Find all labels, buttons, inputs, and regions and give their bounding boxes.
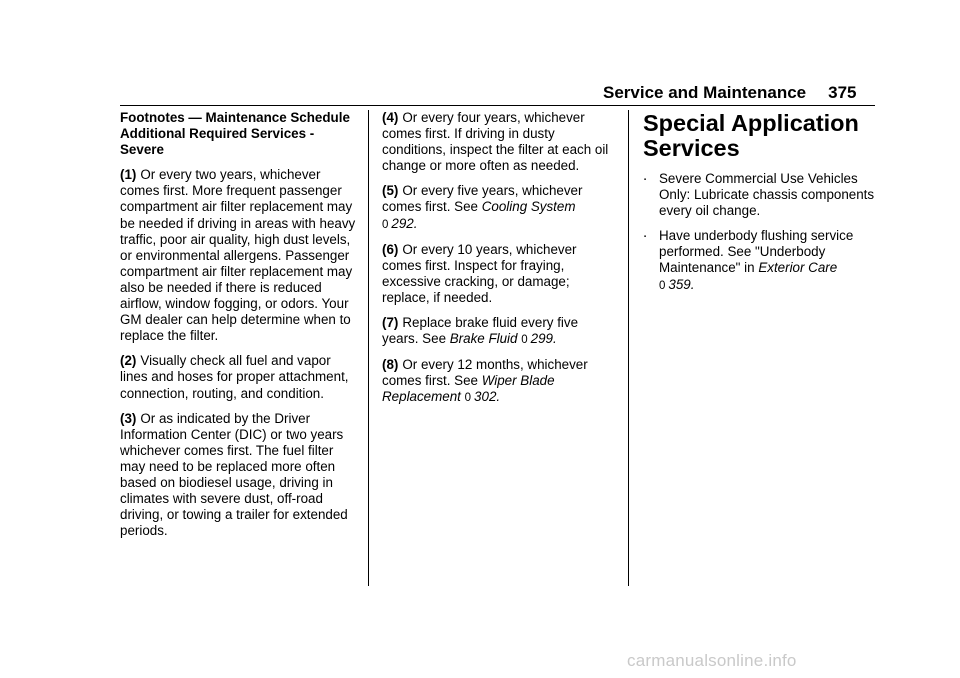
footnote-2 bbox=[120, 353, 356, 401]
list-item-text: Have underbody flushing service performed. See "Underbody Maintenance" in bbox=[659, 228, 854, 276]
footnote-8 bbox=[382, 357, 618, 406]
footnote-marker: (5) bbox=[382, 183, 399, 199]
page-reference[interactable]: 302. bbox=[474, 389, 501, 405]
page-reference[interactable]: 299. bbox=[530, 331, 557, 347]
footnote-text: Or every 12 months, whichever comes first. See bbox=[382, 357, 588, 389]
footnote-marker: (8) bbox=[382, 357, 399, 373]
footnote-text: Visually check all fuel and vapor lines and hoses for proper attachment, connection, routing, and condition. bbox=[120, 353, 349, 401]
footnote-text: Or every 10 years, whichever comes first. Inspect for fraying, excessive cracking, or damage; replace, if needed. bbox=[382, 241, 577, 305]
footnote-marker: (1) bbox=[120, 167, 137, 183]
column-3 bbox=[643, 110, 879, 303]
footnote-text: Replace brake fluid every five years. See bbox=[382, 315, 579, 347]
section-header-title: Service and Maintenance bbox=[603, 83, 807, 102]
page-ref-arrow-icon: 0 bbox=[659, 279, 666, 292]
page-reference[interactable]: 359. bbox=[668, 276, 695, 292]
list-item bbox=[643, 224, 879, 293]
special-services-list bbox=[643, 167, 879, 294]
footnote-6 bbox=[382, 242, 618, 306]
section-title: Special Application Services bbox=[643, 110, 859, 161]
page-number: 375 bbox=[828, 83, 857, 102]
cross-reference-link[interactable]: Brake Fluid bbox=[449, 331, 518, 347]
bullet-icon: . bbox=[643, 167, 648, 184]
footnote-text: Or as indicated by the Driver Information Center (DIC) or two years whichever comes first. The fuel filter may need to be replaced more often based on biodiesel usage, driving in climates with severe dust, off-road driving, or towing a trailer for extended periods. bbox=[120, 410, 348, 539]
cross-reference-link[interactable]: Exterior Care bbox=[758, 260, 838, 276]
column-2 bbox=[382, 110, 618, 416]
footnote-7 bbox=[382, 315, 618, 348]
bullet-icon: . bbox=[643, 224, 648, 242]
footnote-text: Or every four years, whichever comes first. If driving in dusty conditions, inspect the filter at each oil change or more often as needed. bbox=[382, 110, 609, 174]
cross-reference-link[interactable]: Wiper Blade Replacement bbox=[382, 373, 555, 405]
footnote-marker: (2) bbox=[120, 353, 137, 369]
page-ref-arrow-icon: 0 bbox=[382, 218, 389, 231]
footnote-3 bbox=[120, 411, 356, 540]
footnote-marker: (7) bbox=[382, 315, 399, 331]
footnote-4 bbox=[382, 110, 618, 174]
column-1 bbox=[120, 110, 356, 548]
page-header bbox=[603, 84, 857, 102]
footnote-marker: (6) bbox=[382, 241, 399, 257]
watermark: carmanualsonline.info bbox=[627, 651, 797, 670]
page-ref-arrow-icon: 0 bbox=[521, 334, 528, 347]
list-item-text: Severe Commercial Use Vehicles Only: Lubricate chassis components every oil change. bbox=[659, 171, 875, 219]
footnote-5 bbox=[382, 183, 618, 232]
page-ref-arrow-icon: 0 bbox=[464, 392, 472, 405]
footnotes-heading: Footnotes — Maintenance Schedule Additional Required Services - Severe bbox=[120, 110, 350, 158]
footnote-1 bbox=[120, 167, 356, 344]
footnote-text: Or every two years, whichever comes first. More frequent passenger compartment air filter replacement may be needed if driving in areas with heavy traffic, poor air quality, high dust levels, or environmental allergens. Passenger compartment air filter replacement may also be needed if there is reduced airflow, window fogging, or odors. Your GM dealer can help determine when to replace the filter. bbox=[120, 167, 356, 344]
column-divider-2 bbox=[628, 110, 629, 586]
page-reference[interactable]: 292. bbox=[391, 215, 418, 231]
list-item bbox=[643, 167, 879, 219]
header-rule bbox=[120, 105, 875, 106]
cross-reference-link[interactable]: Cooling System bbox=[481, 199, 576, 215]
footnote-marker: (4) bbox=[382, 110, 399, 125]
column-divider-1 bbox=[368, 110, 369, 586]
footnote-marker: (3) bbox=[120, 410, 137, 426]
footnote-text: Or every five years, whichever comes first. See bbox=[382, 183, 583, 215]
